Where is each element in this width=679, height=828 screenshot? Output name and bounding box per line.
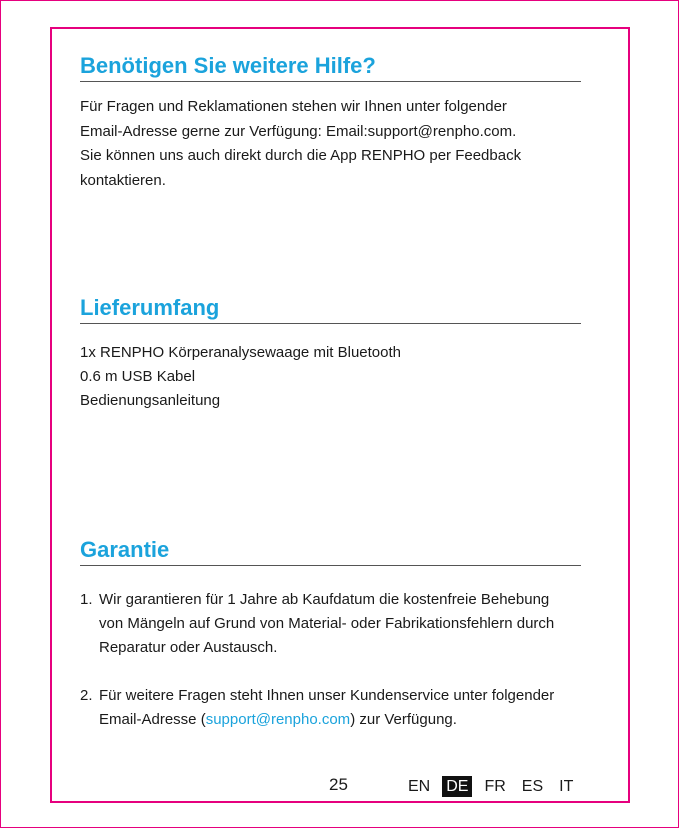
warranty-item xyxy=(80,684,610,732)
warranty-line: Für weitere Fragen steht Ihnen unser Kundenservice unter folgender xyxy=(99,687,555,704)
help-heading: Benötigen Sie weitere Hilfe? xyxy=(80,53,581,82)
warranty-line: Reparatur oder Austausch. xyxy=(99,639,278,656)
delivery-item: 1x RENPHO Körperanalysewaage mit Bluetooth xyxy=(80,344,401,361)
warranty-text: ) zur Verfügung. xyxy=(350,711,457,728)
language-de[interactable]: DE xyxy=(442,776,472,797)
language-bar xyxy=(404,776,585,797)
delivery-heading: Lieferumfang xyxy=(80,295,581,324)
language-es[interactable]: ES xyxy=(521,778,544,795)
language-it[interactable]: IT xyxy=(559,778,574,795)
warranty-line: Wir garantieren für 1 Jahre ab Kaufdatum die kostenfreie Behebung xyxy=(99,591,550,608)
warranty-item-number: 2. xyxy=(80,687,93,704)
language-fr[interactable]: FR xyxy=(484,778,506,795)
warranty-item-number: 1. xyxy=(80,591,93,608)
warranty-item xyxy=(80,588,610,660)
warranty-list xyxy=(80,588,610,732)
language-en[interactable]: EN xyxy=(408,778,431,795)
help-paragraph xyxy=(80,95,581,193)
warranty-text: Email-Adresse ( xyxy=(99,711,206,728)
help-line: Für Fragen und Reklamationen stehen wir Ihnen unter folgender xyxy=(80,98,507,115)
warranty-heading: Garantie xyxy=(80,537,581,566)
help-section xyxy=(80,53,581,193)
delivery-item: 0.6 m USB Kabel xyxy=(80,368,196,385)
delivery-item: Bedienungsanleitung xyxy=(80,392,221,409)
help-line: kontaktieren. xyxy=(80,171,166,189)
warranty-line: von Mängeln auf Grund von Material- oder Fabrikationsfehlern durch xyxy=(99,615,555,632)
delivery-list xyxy=(80,341,581,413)
warranty-section xyxy=(80,537,610,732)
warranty-line xyxy=(99,708,610,732)
help-line: Email-Adresse gerne zur Verfügung: Email:support@renpho.com. xyxy=(80,122,517,140)
support-email-link[interactable]: support@renpho.com xyxy=(205,711,351,728)
help-line: Sie können uns auch direkt durch die App RENPHO per Feedback xyxy=(80,147,522,164)
delivery-section xyxy=(80,295,581,413)
page-number: 25 xyxy=(329,775,348,794)
